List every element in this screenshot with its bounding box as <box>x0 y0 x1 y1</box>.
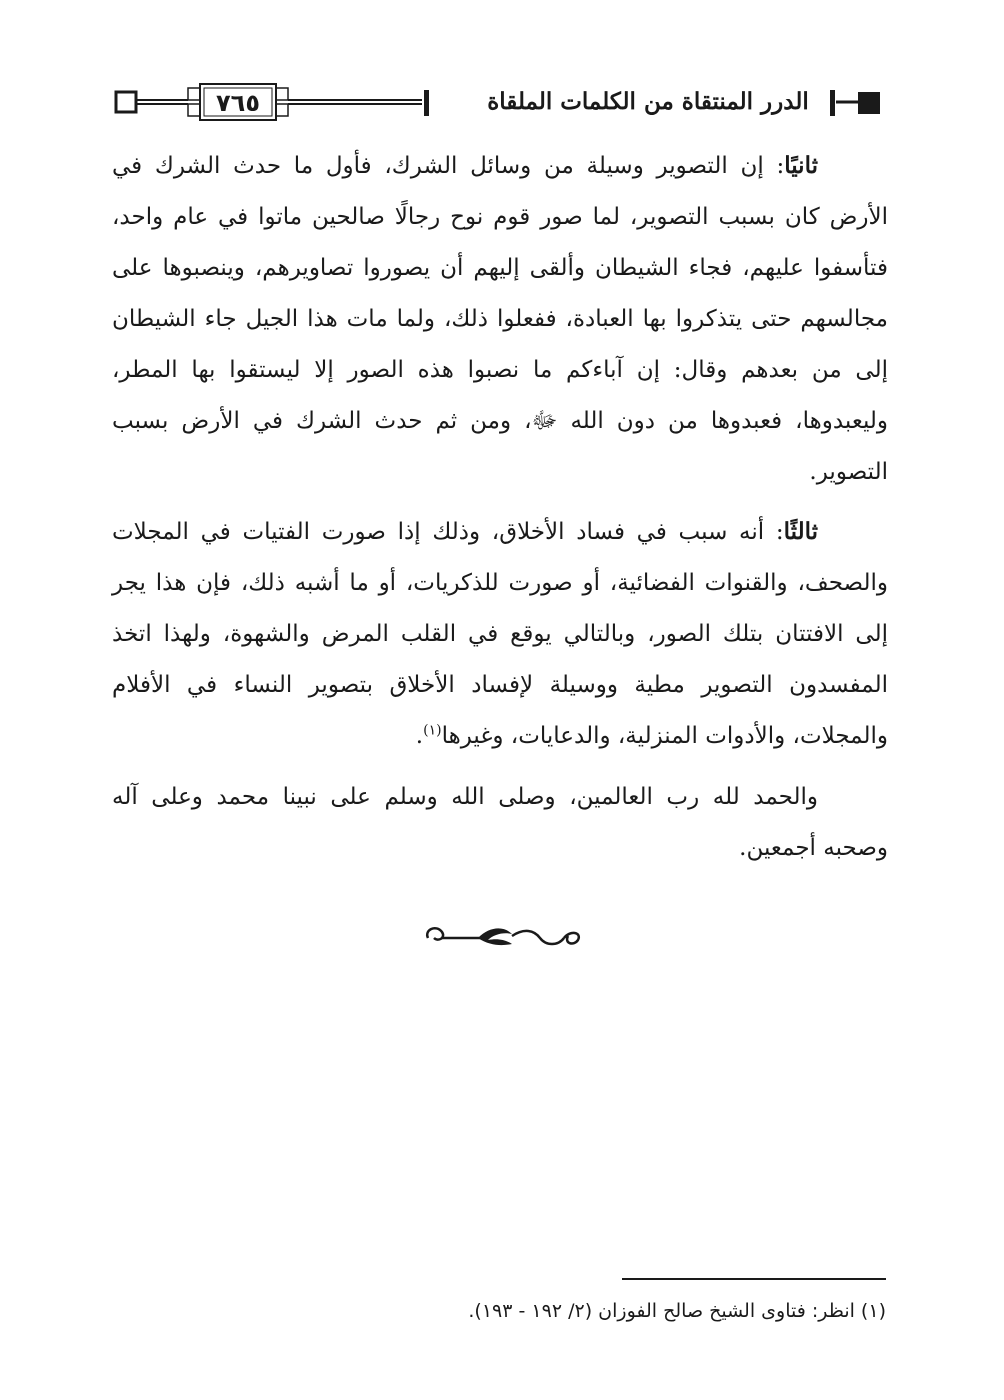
footnote-reference[interactable]: (١) <box>423 722 442 739</box>
paragraph-second-point <box>112 140 888 498</box>
paragraph-end-punctuation: . <box>415 723 424 749</box>
paragraph-third-point <box>112 506 888 762</box>
paragraph-text: والحمد لله رب العالمين، وصلى الله وسلم على نبينا محمد وعلى آله وصحبه أجمعين. <box>112 784 888 861</box>
page-number: ٧٦٥ <box>216 89 260 117</box>
paragraph-lead-word: ثالثًا <box>783 518 818 545</box>
paragraph-closing-praise <box>112 772 888 874</box>
paragraph-text: : أنه سبب في فساد الأخلاق، وذلك إذا صورت الفتيات في المجلات والصحف، والقنوات الفضائية، أو صورت للذكريات، أو ما أشبه ذلك، فإن هذا يجر إلى الافتتان بتلك الصور، وبالتالي يوقع في القلب المرض والشهوة، ولهذا اتخذ المفسدون التصوير مطية ووسيلة لإفساد الأخلاق بتصوير النساء في الأفلام والمجلات، والأدوات المنزلية، والدعايات، وغيرها <box>112 519 888 749</box>
running-header-book-title: الدرر المنتقاة من الكلمات الملقاة <box>487 88 809 115</box>
paragraph-lead-word: ثانيًا <box>784 152 818 179</box>
footnote-1: (١) انظر: فتاوى الشيخ صالح الفوزان (٢/ ١٩٢ - ١٩٣). <box>468 1300 886 1322</box>
main-text <box>112 140 888 882</box>
footnote-separator-rule <box>622 1278 886 1280</box>
paragraph-text: : إن التصوير وسيلة من وسائل الشرك، فأول ما حدث الشرك في الأرض كان بسبب التصوير، لما صور قوم نوح رجالًا صالحين ماتوا في عام واحد، فتأسفوا عليهم، فجاء الشيطان وألقى إليهم أن يصوروا تصاويرهم، وينصبوها على مجالسهم حتى يتذكروا بها العبادة، ففعلوا ذلك، ولما مات هذا الجيل جاء الشيطان إلى من بعدهم وقال: إن آباءكم ما نصبوا هذه الصور إلا ليستقوا بها المطر، وليعبدوها، فعبدوها من دون الله ﷻ، ومن ثم حدث الشرك في الأرض بسبب التصوير. <box>112 153 888 485</box>
section-end-ornament-icon <box>420 918 584 952</box>
